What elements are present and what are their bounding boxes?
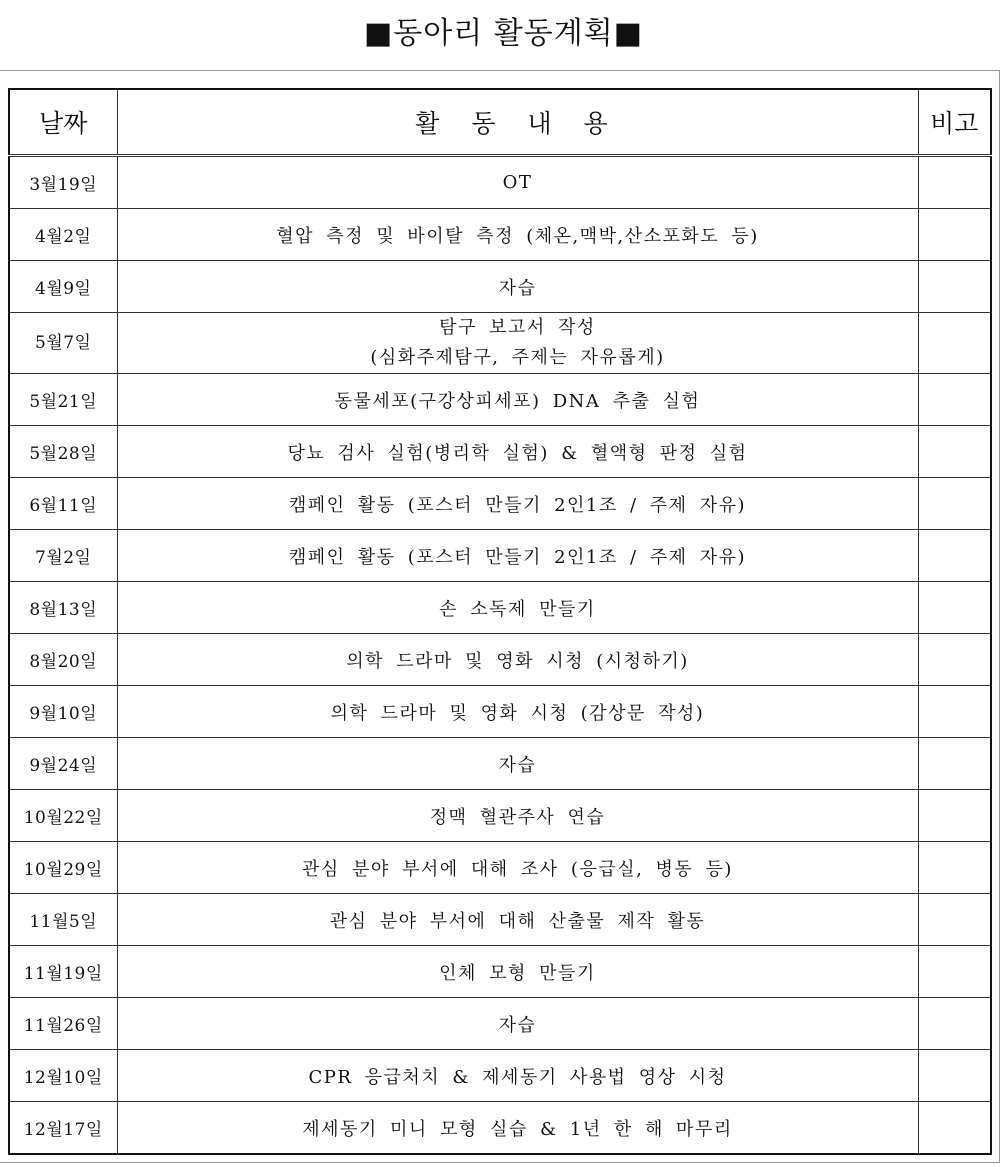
table-row (9, 530, 991, 582)
table-row (9, 156, 991, 209)
activity-plan-table (8, 88, 992, 1155)
table-row (9, 426, 991, 478)
table-row (9, 1102, 991, 1155)
row-activity: 손 소독제 만들기 (117, 582, 918, 634)
table-row (9, 894, 991, 946)
table-row (9, 790, 991, 842)
row-note (918, 894, 991, 946)
table-row (9, 686, 991, 738)
row-activity (117, 313, 918, 374)
header-activity: 활 동 내 용 (117, 89, 918, 156)
row-note (918, 686, 991, 738)
row-date: 3월19일 (9, 156, 117, 209)
row-activity: 당뇨 검사 실험(병리학 실험) & 혈액형 판정 실험 (117, 426, 918, 478)
row-activity: 동물세포(구강상피세포) DNA 추출 실험 (117, 374, 918, 426)
row-activity: 의학 드라마 및 영화 시청 (시청하기) (117, 634, 918, 686)
row-note (918, 313, 991, 374)
row-activity: 캠페인 활동 (포스터 만들기 2인1조 / 주제 자유) (117, 478, 918, 530)
row-date: 10월29일 (9, 842, 117, 894)
table-row (9, 313, 991, 374)
row-note (918, 738, 991, 790)
row-date: 11월26일 (9, 998, 117, 1050)
row-note (918, 530, 991, 582)
table-row (9, 582, 991, 634)
table-header-row (9, 89, 991, 156)
right-edge-divider (999, 70, 1000, 1162)
row-note (918, 261, 991, 313)
row-date: 11월5일 (9, 894, 117, 946)
row-activity: 관심 분야 부서에 대해 조사 (응급실, 병동 등) (117, 842, 918, 894)
row-date: 5월7일 (9, 313, 117, 374)
row-note (918, 426, 991, 478)
row-date: 6월11일 (9, 478, 117, 530)
row-date: 5월28일 (9, 426, 117, 478)
table-row (9, 209, 991, 261)
row-note (918, 374, 991, 426)
row-note (918, 1102, 991, 1155)
bottom-divider (0, 1162, 1000, 1163)
table-row (9, 998, 991, 1050)
row-note (918, 156, 991, 209)
table-row (9, 946, 991, 998)
row-activity: CPR 응급처치 & 제세동기 사용법 영상 시청 (117, 1050, 918, 1102)
table-row (9, 634, 991, 686)
table-row (9, 374, 991, 426)
row-activity: OT (117, 156, 918, 209)
table-row (9, 842, 991, 894)
row-date: 4월2일 (9, 209, 117, 261)
top-divider (0, 70, 1000, 71)
row-date: 12월17일 (9, 1102, 117, 1155)
row-activity: 정맥 혈관주사 연습 (117, 790, 918, 842)
row-activity: 자습 (117, 998, 918, 1050)
row-activity: 자습 (117, 738, 918, 790)
row-date: 11월19일 (9, 946, 117, 998)
row-activity: 캠페인 활동 (포스터 만들기 2인1조 / 주제 자유) (117, 530, 918, 582)
row-date: 12월10일 (9, 1050, 117, 1102)
row-date: 8월13일 (9, 582, 117, 634)
row-note (918, 1050, 991, 1102)
row-note (918, 842, 991, 894)
row-activity: 의학 드라마 및 영화 시청 (감상문 작성) (117, 686, 918, 738)
row-activity-sub: (심화주제탐구, 주제는 자유롭게) (370, 347, 665, 368)
row-date: 9월10일 (9, 686, 117, 738)
row-date: 10월22일 (9, 790, 117, 842)
row-note (918, 998, 991, 1050)
row-date: 8월20일 (9, 634, 117, 686)
row-date: 4월9일 (9, 261, 117, 313)
row-activity: 제세동기 미니 모형 실습 & 1년 한 해 마무리 (117, 1102, 918, 1155)
row-note (918, 209, 991, 261)
page-title: ■동아리 활동계획■ (363, 16, 644, 51)
table-row (9, 478, 991, 530)
row-activity: 혈압 측정 및 바이탈 측정 (체온,맥박,산소포화도 등) (117, 209, 918, 261)
row-activity-main: 탐구 보고서 작성 (439, 317, 596, 338)
row-note (918, 790, 991, 842)
row-activity: 인체 모형 만들기 (117, 946, 918, 998)
row-activity: 자습 (117, 261, 918, 313)
header-note: 비고 (918, 89, 991, 156)
row-note (918, 478, 991, 530)
row-activity: 관심 분야 부서에 대해 산출물 제작 활동 (117, 894, 918, 946)
header-date: 날짜 (9, 89, 117, 156)
table-row (9, 261, 991, 313)
row-note (918, 634, 991, 686)
row-note (918, 946, 991, 998)
row-date: 5월21일 (9, 374, 117, 426)
row-note (918, 582, 991, 634)
table-row (9, 1050, 991, 1102)
table-row (9, 738, 991, 790)
row-date: 7월2일 (9, 530, 117, 582)
row-date: 9월24일 (9, 738, 117, 790)
